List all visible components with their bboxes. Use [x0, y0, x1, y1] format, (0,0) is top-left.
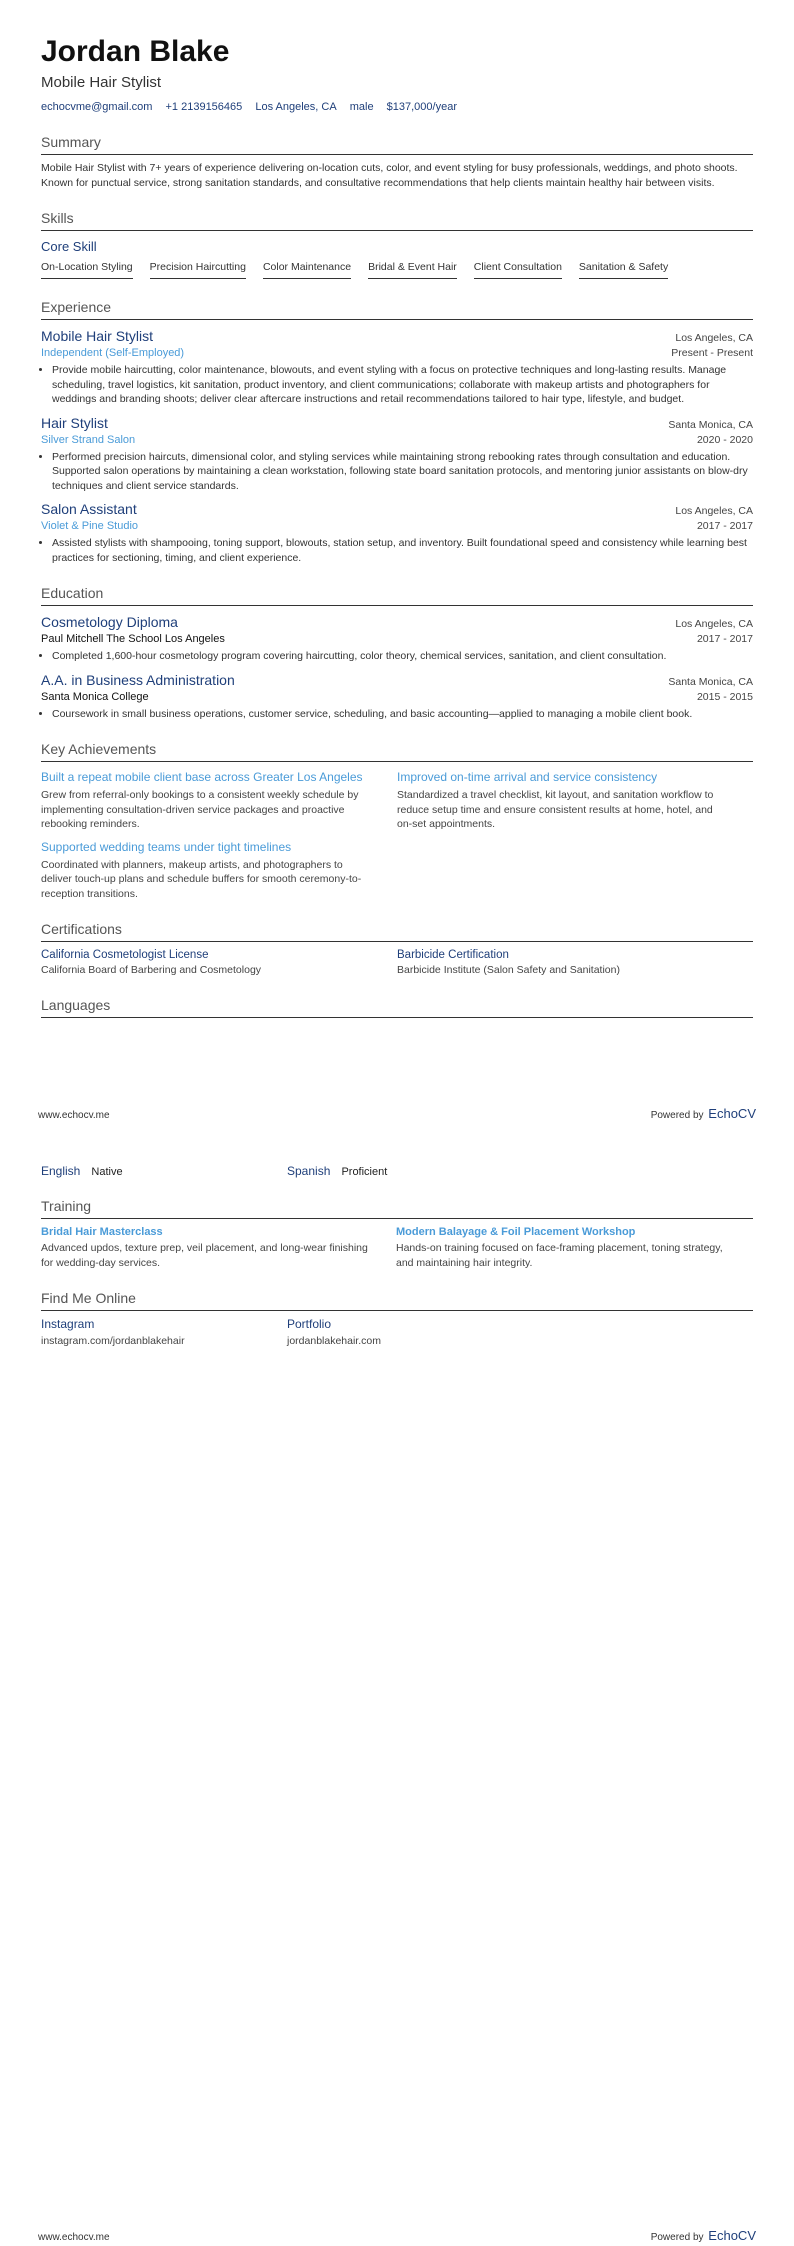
location-text: Los Angeles, CA [255, 101, 337, 113]
degree-name: A.A. in Business Administration [41, 671, 235, 688]
language-name: English [41, 1164, 81, 1178]
page-footer [38, 1106, 756, 1121]
online-link-url[interactable]: jordanblakehair.com [287, 1335, 381, 1347]
cert-org: Barbicide Institute (Salon Safety and Sanitation) [397, 964, 620, 976]
achievement-desc: Grew from referral-only bookings to a consistent weekly schedule by implementing consultation-driven service packages and proactive rebooking reminders. [41, 789, 359, 830]
candidate-name: Jordan Blake [41, 35, 230, 68]
achievement-desc: Coordinated with planners, makeup artists, and photographers to deliver touch-up plans and schedule buffers for smooth ceremony-to-reception transitions. [41, 858, 362, 900]
online-link-name: Portfolio [287, 1317, 332, 1331]
job-bullet: • Performed precision haircuts, dimensional color, and styling services while maintaining strong rebooking rates through consultation and education. Supported salon operations by maintaining a clean workstation, following state board sanitation protocols, and mentoring junior assistants on blow-dry techniques and client service standards. [52, 450, 753, 494]
education-section [41, 585, 753, 721]
training-desc: Hands-on training focused on face-framing placement, toning strategy, and maintaining hair integrity. [396, 1242, 723, 1269]
contact-line [41, 100, 753, 114]
email-link[interactable]: echocvme@gmail.com [41, 101, 153, 113]
cert-name: California Cosmetologist License [41, 949, 209, 961]
salary-text: $137,000/year [386, 101, 457, 113]
footer-powered [651, 2228, 756, 2243]
school-location: Santa Monica, CA [668, 675, 753, 688]
certifications-heading: Certifications [41, 921, 753, 942]
footer-site-link[interactable]: www.echocv.me [38, 1110, 110, 1121]
company-name: Independent (Self-Employed) [41, 347, 185, 359]
degree-name: Cosmetology Diploma [41, 614, 178, 630]
footer-powered [651, 1106, 756, 1121]
training-title: Modern Balayage & Foil Placement Workshop [396, 1226, 636, 1238]
skill-item: On-Location Styling [41, 261, 133, 279]
education-dates: 2015 - 2015 [696, 690, 753, 703]
experience-entry [41, 415, 753, 494]
candidate-title: Mobile Hair Stylist [41, 74, 162, 91]
training-desc: Advanced updos, texture prep, veil placement, and long-wear finishing for wedding-day services. [41, 1242, 368, 1269]
powered-by-text: Powered by [650, 2232, 704, 2243]
achievement-title: Improved on-time arrival and service consistency [397, 770, 658, 784]
brand-logo[interactable]: EchoCV [708, 1106, 756, 1121]
school-location: Los Angeles, CA [675, 618, 753, 630]
summary-section [41, 134, 753, 190]
skill-category: Core Skill [41, 239, 97, 254]
job-title: Hair Stylist [41, 414, 108, 431]
job-location: Los Angeles, CA [675, 505, 753, 517]
experience-heading: Experience [41, 299, 753, 320]
languages-heading: Languages [41, 997, 753, 1018]
language-level: Native [91, 1166, 123, 1178]
language-list [41, 1164, 753, 1178]
online-link-item[interactable] [41, 1317, 287, 1349]
phone-link[interactable]: +1 2139156465 [165, 101, 243, 113]
job-dates: 2020 - 2020 [696, 433, 753, 446]
school-name: Paul Mitchell The School Los Angeles [41, 633, 225, 645]
online-link-url[interactable]: instagram.com/jordanblakehair [41, 1335, 185, 1347]
job-bullet: • Provide mobile haircutting, color maintenance, blowouts, and event styling with a focus on protective techniques and long-lasting results. Manage scheduling, travel logistics, kit sanitation, product inventory, and client communications; collaborate with makeup artists and photographers for weddings and branding shoots; deliver clear aftercare instructions and retail recommendations tailored to hair type, lifestyle, and budget. [52, 363, 753, 407]
achievement-desc: Standardized a travel checklist, kit layout, and sanitation workflow to reduce setup time and ensure consistent results at home, hotel, and on-set appointments. [397, 789, 714, 830]
skill-item: Client Consultation [474, 261, 562, 279]
experience-section [41, 299, 753, 565]
education-entry [41, 614, 753, 664]
achievement-title: Supported wedding teams under tight timelines [41, 839, 292, 854]
powered-by-text: Powered by [650, 1110, 704, 1121]
online-link-name: Instagram [41, 1317, 95, 1331]
training-heading: Training [41, 1198, 753, 1219]
skill-item: Color Maintenance [263, 261, 351, 279]
skill-list [41, 261, 753, 279]
language-item [41, 1164, 287, 1178]
resume-continued-block [41, 1164, 753, 1349]
brand-logo[interactable]: EchoCV [708, 2228, 756, 2243]
training-title: Bridal Hair Masterclass [41, 1226, 163, 1238]
skill-item: Sanitation & Safety [579, 261, 668, 279]
cert-name: Barbicide Certification [397, 949, 509, 961]
school-name: Santa Monica College [41, 690, 149, 703]
footer-site-link[interactable]: www.echocv.me [38, 2232, 110, 2243]
company-name: Silver Strand Salon [41, 433, 136, 446]
summary-text: Mobile Hair Stylist with 7+ years of experience delivering on-location cuts, color, and event styling for busy professionals, weddings, and photo shoots. Known for punctual service, strong sanitation standards, and consultative recommendations that help clients maintain healthy hair between visits. [41, 162, 738, 189]
language-item [287, 1164, 533, 1178]
cert-org: California Board of Barbering and Cosmetology [41, 964, 262, 976]
language-level: Proficient [341, 1166, 388, 1178]
language-name: Spanish [287, 1164, 331, 1178]
education-dates: 2017 - 2017 [696, 633, 753, 645]
achievements-section [41, 741, 753, 909]
training-section [41, 1198, 753, 1270]
gender-text: male [349, 101, 374, 113]
job-title: Salon Assistant [41, 501, 137, 517]
skill-item: Bridal & Event Hair [368, 261, 457, 279]
education-heading: Education [41, 585, 753, 606]
certifications-section [41, 921, 753, 977]
job-location: Santa Monica, CA [668, 418, 753, 431]
job-location: Los Angeles, CA [675, 332, 753, 344]
resume-top-block [41, 34, 753, 1018]
job-dates: 2017 - 2017 [696, 520, 753, 532]
education-entry [41, 672, 753, 722]
skills-heading: Skills [41, 210, 753, 231]
page-footer [38, 2228, 756, 2243]
languages-section [41, 997, 753, 1018]
job-title: Mobile Hair Stylist [41, 328, 154, 344]
education-bullet: • Coursework in small business operations, customer service, scheduling, and basic accounting—applied to managing a mobile client book. [52, 707, 753, 722]
online-heading: Find Me Online [41, 1290, 753, 1311]
experience-entry [41, 328, 753, 407]
company-name: Violet & Pine Studio [41, 520, 139, 532]
job-bullet: • Assisted stylists with shampooing, toning support, blowouts, station setup, and inventory. Built foundational speed and consistency while learning best practices for sectioning, timing, and client experience. [52, 536, 753, 565]
skill-item: Precision Haircutting [150, 261, 246, 279]
online-section [41, 1290, 753, 1349]
achievements-heading: Key Achievements [41, 741, 753, 762]
experience-entry [41, 501, 753, 565]
summary-heading: Summary [41, 134, 753, 155]
online-link-item[interactable] [287, 1317, 533, 1349]
achievement-title: Built a repeat mobile client base across Greater Los Angeles [41, 770, 363, 784]
education-bullet: • Completed 1,600-hour cosmetology program covering haircutting, color theory, chemical services, sanitation, and client consultation. [52, 649, 753, 664]
job-dates: Present - Present [671, 347, 753, 359]
skills-section [41, 210, 753, 279]
